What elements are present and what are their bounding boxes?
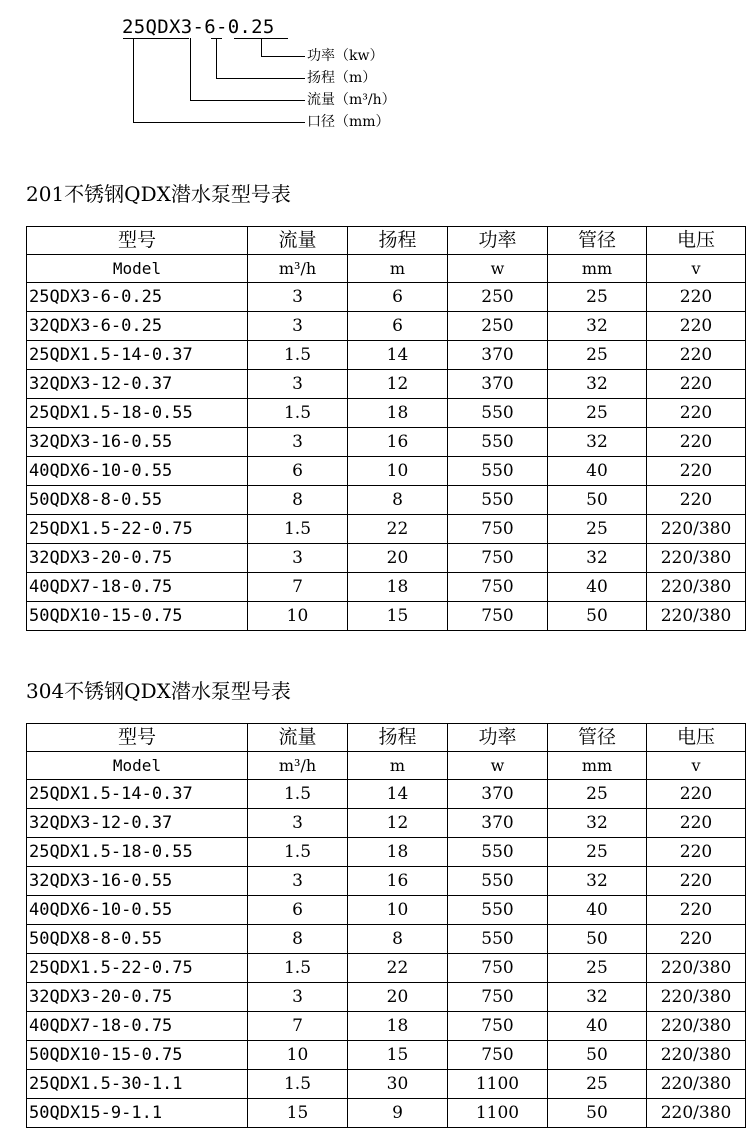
cell-voltage: 220/380 xyxy=(647,954,746,983)
cell-voltage: 220/380 xyxy=(647,1070,746,1099)
cell-pipe: 25 xyxy=(548,1070,647,1099)
cell-flow: 6 xyxy=(248,457,348,486)
cell-model: 50QDX10-15-0.75 xyxy=(27,602,248,631)
table-row xyxy=(27,544,746,573)
cell-model: 50QDX8-8-0.55 xyxy=(27,486,248,515)
cell-model: 40QDX7-18-0.75 xyxy=(27,1012,248,1041)
cell-pipe: 50 xyxy=(548,1041,647,1070)
cell-voltage: 220 xyxy=(647,809,746,838)
unit-voltage: v xyxy=(647,752,746,780)
cell-head: 12 xyxy=(348,809,448,838)
leader-head-h xyxy=(216,78,305,79)
table-201-title: 201不锈钢QDX潜水泵型号表 xyxy=(26,182,291,206)
cell-model: 25QDX1.5-18-0.55 xyxy=(27,399,248,428)
header-power: 功率 xyxy=(448,227,548,255)
unit-voltage: v xyxy=(647,255,746,283)
unit-power: w xyxy=(448,255,548,283)
cell-flow: 15 xyxy=(248,1099,348,1128)
cell-voltage: 220 xyxy=(647,896,746,925)
code-dash: - xyxy=(215,16,228,38)
cell-voltage: 220 xyxy=(647,428,746,457)
cell-power: 750 xyxy=(448,983,548,1012)
cell-power: 1100 xyxy=(448,1070,548,1099)
cell-power: 1100 xyxy=(448,1099,548,1128)
cell-head: 20 xyxy=(348,544,448,573)
cell-power: 750 xyxy=(448,1041,548,1070)
table-row xyxy=(27,983,746,1012)
header-flow: 流量 xyxy=(248,227,348,255)
leader-flow-v xyxy=(190,38,191,100)
cell-power: 550 xyxy=(448,838,548,867)
cell-power: 550 xyxy=(448,428,548,457)
header-pipe: 管径 xyxy=(548,724,647,752)
cell-head: 16 xyxy=(348,867,448,896)
cell-pipe: 25 xyxy=(548,399,647,428)
header-flow: 流量 xyxy=(248,724,348,752)
table-304 xyxy=(26,723,746,1128)
cell-voltage: 220 xyxy=(647,925,746,954)
cell-head: 18 xyxy=(348,573,448,602)
table-row xyxy=(27,1041,746,1070)
table-row xyxy=(27,809,746,838)
cell-pipe: 32 xyxy=(548,370,647,399)
cell-model: 25QDX1.5-22-0.75 xyxy=(27,515,248,544)
cell-head: 9 xyxy=(348,1099,448,1128)
cell-head: 18 xyxy=(348,399,448,428)
cell-power: 370 xyxy=(448,780,548,809)
cell-model: 40QDX6-10-0.55 xyxy=(27,896,248,925)
leader-power-v xyxy=(261,38,262,56)
cell-flow: 1.5 xyxy=(248,838,348,867)
cell-power: 550 xyxy=(448,896,548,925)
cell-model: 50QDX10-15-0.75 xyxy=(27,1041,248,1070)
cell-pipe: 32 xyxy=(548,428,647,457)
cell-voltage: 220 xyxy=(647,341,746,370)
cell-model: 25QDX1.5-30-1.1 xyxy=(27,1070,248,1099)
table-row xyxy=(27,515,746,544)
cell-head: 22 xyxy=(348,954,448,983)
cell-flow: 3 xyxy=(248,283,348,312)
cell-pipe: 50 xyxy=(548,1099,647,1128)
table-header-row xyxy=(27,724,746,752)
cell-pipe: 50 xyxy=(548,925,647,954)
cell-head: 10 xyxy=(348,896,448,925)
cell-voltage: 220/380 xyxy=(647,515,746,544)
cell-voltage: 220 xyxy=(647,457,746,486)
cell-pipe: 40 xyxy=(548,457,647,486)
cell-model: 32QDX3-12-0.37 xyxy=(27,370,248,399)
code-part-head: 6 xyxy=(204,16,216,38)
code-part-diameter-flow: 25QDX3 xyxy=(122,16,193,38)
cell-power: 750 xyxy=(448,1012,548,1041)
header-model: 型号 xyxy=(27,724,248,752)
cell-flow: 1.5 xyxy=(248,954,348,983)
cell-head: 22 xyxy=(348,515,448,544)
cell-power: 550 xyxy=(448,457,548,486)
cell-power: 550 xyxy=(448,867,548,896)
leader-diameter-v xyxy=(133,38,134,122)
cell-voltage: 220/380 xyxy=(647,573,746,602)
cell-flow: 1.5 xyxy=(248,1070,348,1099)
cell-pipe: 25 xyxy=(548,954,647,983)
leader-diameter-h xyxy=(133,122,305,123)
table-304-title: 304不锈钢QDX潜水泵型号表 xyxy=(26,679,291,703)
cell-voltage: 220 xyxy=(647,867,746,896)
cell-voltage: 220/380 xyxy=(647,1099,746,1128)
cell-model: 50QDX8-8-0.55 xyxy=(27,925,248,954)
cell-flow: 10 xyxy=(248,1041,348,1070)
cell-head: 15 xyxy=(348,1041,448,1070)
table-201 xyxy=(26,226,746,631)
cell-flow: 1.5 xyxy=(248,515,348,544)
table-unit-row xyxy=(27,255,746,283)
cell-voltage: 220/380 xyxy=(647,1012,746,1041)
cell-power: 750 xyxy=(448,544,548,573)
cell-pipe: 32 xyxy=(548,312,647,341)
cell-head: 6 xyxy=(348,312,448,341)
cell-pipe: 25 xyxy=(548,838,647,867)
unit-pipe: mm xyxy=(548,752,647,780)
cell-power: 550 xyxy=(448,486,548,515)
cell-flow: 3 xyxy=(248,312,348,341)
table-row xyxy=(27,399,746,428)
cell-flow: 3 xyxy=(248,544,348,573)
cell-power: 250 xyxy=(448,312,548,341)
cell-head: 12 xyxy=(348,370,448,399)
cell-power: 370 xyxy=(448,370,548,399)
leader-power-h xyxy=(261,56,305,57)
table-row xyxy=(27,457,746,486)
label-flow: 流量（m³/h） xyxy=(307,92,396,108)
cell-model: 40QDX6-10-0.55 xyxy=(27,457,248,486)
cell-model: 32QDX3-12-0.37 xyxy=(27,809,248,838)
cell-head: 30 xyxy=(348,1070,448,1099)
cell-voltage: 220 xyxy=(647,838,746,867)
unit-flow: m³/h xyxy=(248,255,348,283)
header-pipe: 管径 xyxy=(548,227,647,255)
cell-flow: 3 xyxy=(248,809,348,838)
table-unit-row xyxy=(27,752,746,780)
cell-power: 550 xyxy=(448,925,548,954)
cell-head: 18 xyxy=(348,1012,448,1041)
cell-model: 25QDX1.5-14-0.37 xyxy=(27,341,248,370)
cell-model: 25QDX1.5-22-0.75 xyxy=(27,954,248,983)
cell-head: 8 xyxy=(348,486,448,515)
cell-model: 25QDX1.5-14-0.37 xyxy=(27,780,248,809)
cell-pipe: 50 xyxy=(548,486,647,515)
cell-flow: 1.5 xyxy=(248,780,348,809)
cell-model: 50QDX15-9-1.1 xyxy=(27,1099,248,1128)
header-power: 功率 xyxy=(448,724,548,752)
cell-head: 18 xyxy=(348,838,448,867)
cell-voltage: 220 xyxy=(647,399,746,428)
cell-head: 10 xyxy=(348,457,448,486)
cell-flow: 8 xyxy=(248,925,348,954)
cell-power: 750 xyxy=(448,954,548,983)
table-row xyxy=(27,486,746,515)
cell-head: 14 xyxy=(348,341,448,370)
label-power: 功率（kw） xyxy=(307,48,384,64)
leader-flow-h xyxy=(190,100,305,101)
unit-head: m xyxy=(348,255,448,283)
header-head: 扬程 xyxy=(348,724,448,752)
cell-pipe: 25 xyxy=(548,283,647,312)
cell-voltage: 220 xyxy=(647,780,746,809)
table-row xyxy=(27,838,746,867)
cell-flow: 1.5 xyxy=(248,341,348,370)
table-row xyxy=(27,283,746,312)
cell-power: 750 xyxy=(448,515,548,544)
code-part-power: 0.25 xyxy=(227,16,275,38)
unit-model: Model xyxy=(27,752,248,780)
table-row xyxy=(27,1012,746,1041)
cell-model: 32QDX3-16-0.55 xyxy=(27,428,248,457)
cell-head: 6 xyxy=(348,283,448,312)
cell-voltage: 220/380 xyxy=(647,1041,746,1070)
cell-voltage: 220 xyxy=(647,370,746,399)
cell-model: 25QDX1.5-18-0.55 xyxy=(27,838,248,867)
cell-model: 25QDX3-6-0.25 xyxy=(27,283,248,312)
header-model: 型号 xyxy=(27,227,248,255)
table-row xyxy=(27,341,746,370)
cell-voltage: 220/380 xyxy=(647,544,746,573)
cell-power: 370 xyxy=(448,809,548,838)
cell-head: 15 xyxy=(348,602,448,631)
table-row xyxy=(27,896,746,925)
table-row xyxy=(27,1099,746,1128)
cell-head: 8 xyxy=(348,925,448,954)
model-code-example xyxy=(122,14,275,40)
cell-voltage: 220 xyxy=(647,283,746,312)
label-head: 扬程（m） xyxy=(307,70,377,86)
cell-head: 20 xyxy=(348,983,448,1012)
cell-model: 32QDX3-6-0.25 xyxy=(27,312,248,341)
cell-pipe: 40 xyxy=(548,573,647,602)
cell-pipe: 25 xyxy=(548,780,647,809)
cell-model: 40QDX7-18-0.75 xyxy=(27,573,248,602)
table-header-row xyxy=(27,227,746,255)
table-row xyxy=(27,602,746,631)
cell-flow: 6 xyxy=(248,896,348,925)
cell-flow: 7 xyxy=(248,1012,348,1041)
table-row xyxy=(27,428,746,457)
table-row xyxy=(27,573,746,602)
cell-voltage: 220 xyxy=(647,312,746,341)
cell-pipe: 25 xyxy=(548,341,647,370)
cell-flow: 3 xyxy=(248,983,348,1012)
cell-pipe: 32 xyxy=(548,983,647,1012)
cell-power: 750 xyxy=(448,602,548,631)
cell-flow: 1.5 xyxy=(248,399,348,428)
cell-flow: 3 xyxy=(248,867,348,896)
cell-flow: 10 xyxy=(248,602,348,631)
cell-model: 32QDX3-20-0.75 xyxy=(27,544,248,573)
cell-pipe: 32 xyxy=(548,867,647,896)
unit-head: m xyxy=(348,752,448,780)
cell-voltage: 220 xyxy=(647,486,746,515)
table-row xyxy=(27,925,746,954)
leader-head-v xyxy=(216,38,217,78)
cell-pipe: 32 xyxy=(548,544,647,573)
cell-model: 32QDX3-16-0.55 xyxy=(27,867,248,896)
cell-pipe: 25 xyxy=(548,515,647,544)
table-row xyxy=(27,1070,746,1099)
unit-model: Model xyxy=(27,255,248,283)
cell-pipe: 40 xyxy=(548,896,647,925)
cell-pipe: 32 xyxy=(548,809,647,838)
header-head: 扬程 xyxy=(348,227,448,255)
cell-head: 16 xyxy=(348,428,448,457)
cell-flow: 8 xyxy=(248,486,348,515)
table-row xyxy=(27,954,746,983)
cell-pipe: 40 xyxy=(548,1012,647,1041)
table-row xyxy=(27,312,746,341)
code-dash: - xyxy=(192,16,205,38)
cell-head: 14 xyxy=(348,780,448,809)
cell-flow: 3 xyxy=(248,370,348,399)
cell-flow: 7 xyxy=(248,573,348,602)
model-code-diagram xyxy=(0,0,750,140)
table-row xyxy=(27,370,746,399)
cell-pipe: 50 xyxy=(548,602,647,631)
label-diameter: 口径（mm） xyxy=(307,114,390,130)
table-row xyxy=(27,867,746,896)
cell-power: 750 xyxy=(448,573,548,602)
cell-voltage: 220/380 xyxy=(647,602,746,631)
header-voltage: 电压 xyxy=(647,724,746,752)
unit-pipe: mm xyxy=(548,255,647,283)
table-row xyxy=(27,780,746,809)
unit-flow: m³/h xyxy=(248,752,348,780)
cell-voltage: 220/380 xyxy=(647,983,746,1012)
unit-power: w xyxy=(448,752,548,780)
cell-power: 250 xyxy=(448,283,548,312)
cell-power: 550 xyxy=(448,399,548,428)
header-voltage: 电压 xyxy=(647,227,746,255)
cell-model: 32QDX3-20-0.75 xyxy=(27,983,248,1012)
cell-flow: 3 xyxy=(248,428,348,457)
cell-power: 370 xyxy=(448,341,548,370)
